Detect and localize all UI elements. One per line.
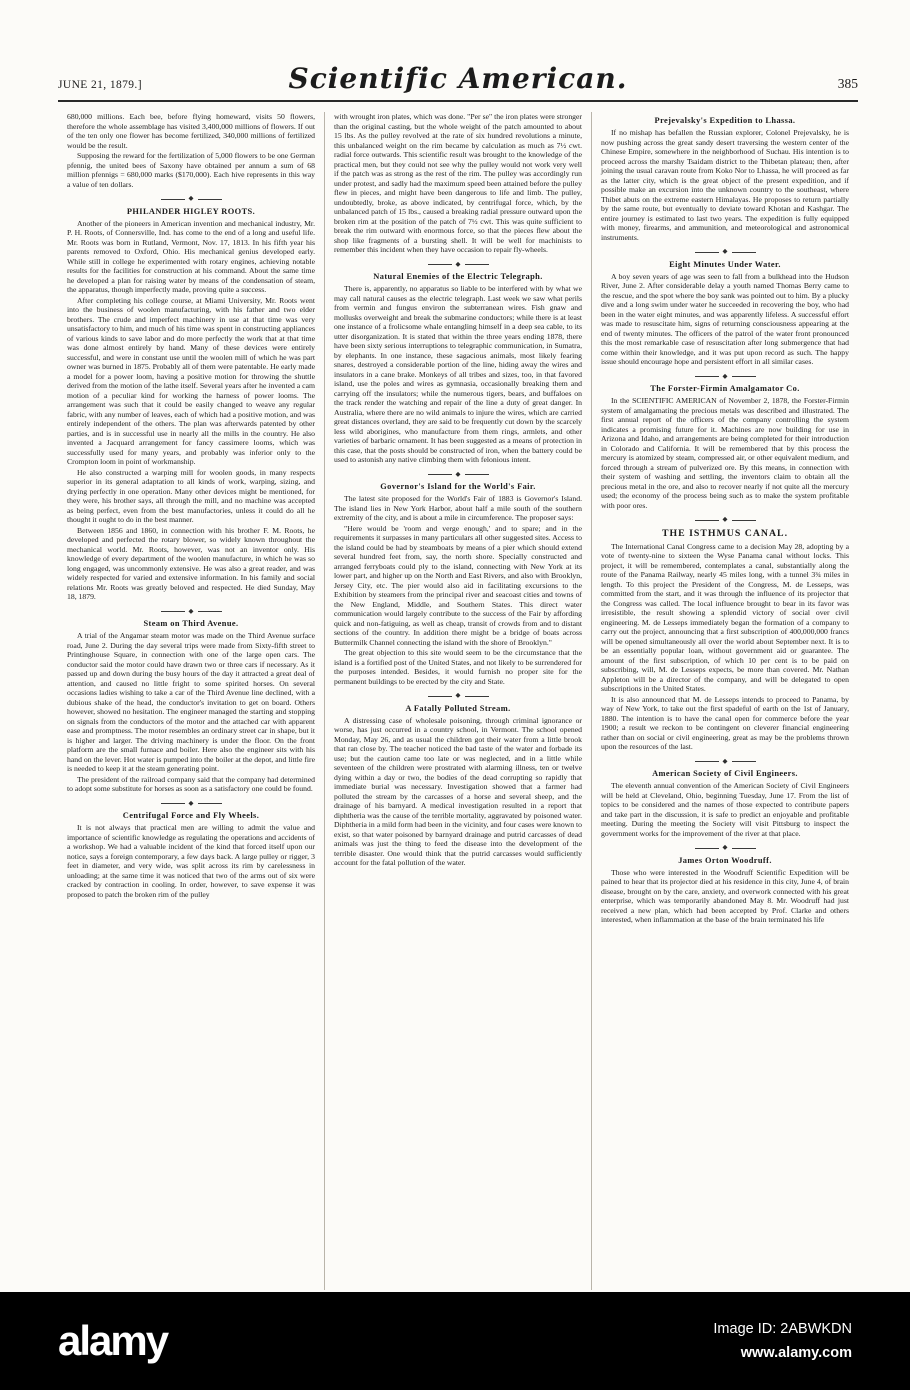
article-paragraph: Between 1856 and 1860, in connection with his brother F. M. Roots, he developed and perfected the rotary blower, so widely known throughout the mechanical world. Mr. Roots, however, was not an inventor only. His knowledge of every department of the woolen manufacture, in which he was so long engaged, was uncommonly extensive. He was also a great reader, and was widely respected for varied and extensive information. In his family and social relations Mr. Roots was greatly beloved and respected. He died Sunday, May 18, 1879. <box>67 525 315 601</box>
newspaper-column <box>591 112 858 1290</box>
image-id-text: Image ID: 2ABWKDN <box>713 1321 852 1337</box>
masthead-title: Scientific American. <box>288 62 628 95</box>
header-rule <box>58 100 858 102</box>
article-heading: Eight Minutes Under Water. <box>669 259 781 269</box>
article-paragraph: A distressing case of wholesale poisoning, through criminal ignorance or worse, has just occurred in a country school, in Vermont. The school opened Monday, May 26, and as usual the children got their water from a little brook that ran close by. The teacher noticed the bad taste of the water and forbade its use; but the caution came too late or was neglected, and in a little while seventeen of the children were prostrated with alarming illness, ten or twelve dying within a day or two, the bodies of the dead corrupting so rapidly that immediate burial was necessary. Investigation showed that a farmer had polluted the stream by the carcasses of a horse and several sheep, and the drainage of his barnyard. A medical investigation resulted in a report that diphtheria was the cause of the terrible mortality, aggravated by poisoned water. Diphtheria in a mild form had been in the vicinity, and four cases were known to exist, so that water poisoned by barnyard drainage and putrid carcasses of dead animals was just the thing to feed the disease into the development of the terrible disaster. One would think that the putrid carcasses would sufficiently account for the fatal pollution of the water. <box>334 715 582 867</box>
article-paragraph: The great objection to this site would seem to be the circumstance that the island is a fortified post of the United States, and not likely to be surrendered for the purposes intended. Besides, it would furnish no proper site for the permanent buildings to be erected by the city and State. <box>334 648 582 686</box>
article-paragraph: The latest site proposed for the World's Fair of 1883 is Governor's Island. The island lies in New York Harbor, about half a mile south of the southern extremity of the city, and is about a mile in circumference. The proposer says: <box>334 494 582 522</box>
article-heading: The Forster-Firmin Amalgamator Co. <box>650 384 800 393</box>
article-paragraph: The eleventh annual convention of the American Society of Civil Engineers will be held at Cleveland, Ohio, beginning Tuesday, June 17. From the list of topics to be considered and the names of those expected to contribute papers and take part in the discussion, it is safe to predict an enjoyable and profitable meeting. During the meeting the Society will visit Pittsburg to inspect the government works for the improvement of the river at that place. <box>601 781 849 838</box>
article-paragraph: Those who were interested in the Woodruff Scientific Expedition will be pained to hear that its projector died at his residence in this city, June 4, of brain disease, brought on by the care, anxiety, and overwork connected with his great enterprise, which was temporarily abandoned May 8. Mr. Woodruff had just received a new plan, which had been accepted by Prof. Clarke and others interested, when inflammation at the base of the brain terminated his life <box>601 867 849 924</box>
article-heading: PHILANDER HIGLEY ROOTS. <box>126 206 256 216</box>
page-number: 385 <box>837 76 858 91</box>
article-paragraph: In the SCIENTIFIC AMERICAN of November 2, 1878, the Forster-Firmin system of amalgamating the precious metals was described and illustrated. The first annual report of the officers of the company controlling the system indicates a promising future for it. Machines are now building for use in Arizona and Idaho, and arrangements are being completed for their introduction in Colorado and California. It will be remembered that by this process the mercury is atomized by steam, compressed air, or other equivalent medium, and forced through a stream of pulverized ore. By this means, in connection with their system of washing and settling, the inventors claim to obtain all the precious metal in the ore, and also to recover nearly if not quite all the mercury used; the economy of the process being such as to make the system profitable with poor ores. <box>601 396 849 510</box>
section-divider-ornament: ◆ <box>661 759 789 766</box>
column-container <box>58 112 858 1290</box>
alamy-logo: alamy <box>58 1317 168 1364</box>
article-heading: James Orton Woodruff. <box>678 855 772 865</box>
section-divider-ornament: ◆ <box>127 801 255 808</box>
newspaper-column <box>58 112 324 1290</box>
article-heading: Natural Enemies of the Electric Telegraph. <box>373 272 543 281</box>
section-divider-ornament: ◆ <box>394 693 522 700</box>
article-paragraph: A boy seven years of age was seen to fall from a bulkhead into the Hudson River, June 2. After considerable delay a youth named Thomas Berry came to the rescue, and the spot where the boy sank was pointed out to him. By a plucky dive and a long swim under water he succeeded in recovering the boy, who had been in the water eight minutes, and was apparently lifeless. A successful effort was made to resuscitate him, signs of returning consciousness appearing at the end of twenty minutes. The officers of the patrol of the water front pronounced this the most remarkable case of resuscitation after long submergence that had come within their knowledge, and it was put upon record as such. The happy issue should encourage hope and persistent effort in all similar cases. <box>601 271 849 366</box>
alamy-url-text: www.alamy.com <box>740 1345 852 1361</box>
article-paragraph: The International Canal Congress came to a decision May 28, adopting by a vote of twenty-nine to sixteen the Wyse Panama canal without locks. This project, it will be remembered, contemplates a canal, substantially along the route of the Panama Railway, nearly 45 miles long, with a tunnel 3¾ miles in length. To this project the President of the Congress, M. de Lesseps, was committed from the start, and it was through the influence of its projector that the Congress was called. The local influence brought to bear in its favor was irresistible, the result showing a splendid victory of social over civil engineering. M. de Lesseps immediately began the formation of a company to carry out the project, announcing that a first subscription of 400,000,000 francs will be opened simultaneously all over the world about September next. It is to be an essentially popular loan, without government aid or guarantee. The amount of the first subscription, of which 10 per cent is to be paid on subscribing, will, M. de Lesseps expects, be more than covered. Mr. Nathan Appleton will be a director of the company, and will be delegated to open subscriptions in the United States. <box>601 541 849 693</box>
article-paragraph: If no mishap has befallen the Russian explorer, Colonel Prejevalsky, he is now pushing across the great sandy desert traversing the western center of the Chinese Empire, somewhere in the neighborhood of Suchau. His intention is to proceed across the marshy Tsaidam district to the Thibetan plateau; then, after joining the usual caravan route from Koko Nor to Lhassa, he will proceed as far as the latter city, which is the great object of the present expedition, and if possible make an excursion into the unknown country to the southeast, where Thibet abuts on the extreme eastern Himalayas. He proposes to return partially by the same route, but eventually to deviate toward Khotan and Kashgar. The entire journey is estimated to last two years. The expedition is fully equipped with money, firearms, and ammunition, and meteorological and astronomical instruments. <box>601 128 849 242</box>
article-heading: A Fatally Polluted Stream. <box>405 703 511 713</box>
article-paragraph: A trial of the Angamar steam motor was made on the Third Avenue surface road, June 2. During the day several trips were made from Sixty-fifth street to Printinghouse Square, in connection with one of the large open cars. The conductor said the motor could have drawn two or three cars if necessary. As it passed up and down during the busy hours of the day it attracted a great deal of attention, and caused no little fright to some spirited horses. On several occasions ladies wishing to take a car of the Third Avenue line declined, with a dubious shake of the head, the conductor's invitation to get on board. Others however, showed no hesitation. The engineer managed the starting and stopping on signals from the conductors of the motor and the attached car with apparent ease and promptness. The motor resembles an ordinary street car in shape, but it is higher and larger. The driving machinery is under the floor. On the front platform are the small furnace and boiler. Here also the engineer sits with his hand on the lever. Hot water is pumped into the boiler at the depot, and little fire is needed to keep it at the steam generating point. <box>67 631 315 773</box>
article-heading: Steam on Third Avenue. <box>143 619 239 628</box>
article-paragraph: Supposing the reward for the fertilization of 5,000 flowers to be one German pfennig, the united bees of Saxony have obtained per annum a sum of 68 million pfennigs = 680,000 marks ($170,000). Each hive represents in this way a value of ten dollars. <box>67 151 315 189</box>
article-heading: Governor's Island for the World's Fair. <box>380 482 536 491</box>
section-divider-ornament: ◆ <box>127 196 255 203</box>
section-divider-ornament: ◆ <box>661 374 789 381</box>
section-divider-ornament: ◆ <box>661 249 789 256</box>
article-paragraph: "Here would be 'room and verge enough,' and to spare; and in the requirements it surpasses in many particulars all other suggested sites. Access to the island could be had by steamboats by means of a pier which should extend several hundred feet from, say, the north shore. Specially constructed and arranged ferryboats could ply to the island, connecting with New York at its lower part, and higher up on the North and East Rivers, and also with Brooklyn, Jersey City, etc. The pier would also aid in facilitating excursions to the Exhibition by steamers from the principal river and seacoast cities and towns of the New England, Middle, and Southern States. This direct water communication would largely contribute to the success of the Fair by affording quick and non-fatiguing, as well as cheap, transit of crowds from and to distant sections of the country. In addition there might be a bridge of boats across Buttermilk Channel connecting the island with the shore of Brooklyn." <box>334 523 582 647</box>
page-header <box>58 62 858 95</box>
section-divider-ornament: ◆ <box>127 609 255 616</box>
newspaper-column <box>324 112 591 1290</box>
section-divider-ornament: ◆ <box>394 262 522 269</box>
watermark-bar <box>0 1292 910 1390</box>
article-heading: Prejevalsky's Expedition to Lhassa. <box>654 116 796 125</box>
issue-date: JUNE 21, 1879.] <box>58 79 142 91</box>
article-paragraph: It is also announced that M. de Lesseps intends to proceed to Panama, by way of New York, to take out the first spadeful of earth on the 1st of January, 1880. The intention is to have the canal open for commerce before the year 1900; a result we reckon to be contingent on cleverer financial engineering rather than on social or civil engineering, great as may be the problems thrown upon the resources of the last. <box>601 694 849 751</box>
article-paragraph: Another of the pioneers in American invention and mechanical industry, Mr. P. H. Roots, of Connersville, Ind. has come to the end of a long and useful life. Mr. Roots was born in Rutland, Vermont, Nov. 17, 1813. In his fifth year his parents removed to Oxford, Ohio. His mechanical genius developed early. While still in college he experimented with rotary engines, achieving notable results for the facilities for construction at his command. About the same time he developed a plan for raising water by means of the condensation of steam, the apparatus, though imperfectly made, proving quite a success. <box>67 218 315 294</box>
article-heading: THE ISTHMUS CANAL. <box>661 527 789 539</box>
article-paragraph: After completing his college course, at Miami University, Mr. Roots went into the business of woolen manufacturing, with his father and two elder brothers. The crude and imperfect machinery in use at that time was very unsatisfactory to him, and much of his time was spent in constructing appliances of various kinds to save labor and do more perfectly the work that at that time was done almost entirely by hand. Many of these devices were entirely successful, and were in constant use until the woolen mill of which he was part owner was burned in 1875. Probably all of them were patentable. He early made a model for a power loom, having a positive motion for throwing the shuttle derived from the motion of the lathe itself. Several years after he invented a cam motion of a peculiar kind for working the harness of power looms. The arrangement was such that it could be easily changed to weave any regular fabric, with any number of leaves, each of which had a positive motion, and was entirely independent of the others. The plan was afterwards patented by other parties, and is in successful use in nearly all the mills in the country. He also invented a Jacquard arrangement for fancy cassimere looms, which was successfully used for many years, and probably was inferior only to the Crompton loom in point of workmanship. <box>67 295 315 466</box>
article-paragraph: The president of the railroad company said that the company had determined to adopt some substitute for horses as soon as a satisfactory one could be found. <box>67 774 315 793</box>
section-divider-ornament: ◆ <box>394 472 522 479</box>
article-paragraph: It is not always that practical men are willing to admit the value and importance of scientific knowledge as regulating the operations and accidents of a workshop. We had a valuable incident of the kind that forced itself upon our notice, says a foreign contemporary, a few days back. A large pulley or rigger, 3 feet in diameter, and very wide, was split across its rim by carelessness in unloading; at the same time it was noticed that two of the arms out of six were cracked by contraction in cooling. In order, however, to save expense it was proposed to patch the broken rim of the pulley <box>67 823 315 899</box>
article-heading: American Society of Civil Engineers. <box>652 769 798 778</box>
section-divider-ornament: ◆ <box>661 845 789 852</box>
article-paragraph: There is, apparently, no apparatus so liable to be interfered with by what we may call natural causes as the electric telegraph. Last week we saw what perils from vermin and fungus environ the subterranean wires. Fish gnaw and mollusks overweight and break the submarine conductors; while there is at least one instance of a frolicsome whale entangling himself in a deep sea cable, to its utter disorganization. It is stated that within the three years ending 1878, there have been sixty serious interruptions to telegraphic communication, in Sumatra, by elephants. In one instance, these sagacious animals, most likely fearing snares, destroyed a considerable portion of the line, hiding away the wires and insulators in a cane brake. Monkeys of all tribes and sizes, too, in that favored island, use the poles and wires as gymnasia, occasionally breaking them and carrying off the insulators; while the numerous tigers, bears, and buffaloes on the track render the watching and repair of the line a duty of great danger. In Australia, where there are no wild animals to injure the wires, which are carried great distances overland, they are said to be frequently cut down by the scarcely less wild aborigines, who manufacture from them rings, armlets, and other varieties of barbaric ornament. It has been suggested as a means of protection in this case, that the posts should be constructed of iron, when the battery could be used to astonish any native climbing them with felonious intent. <box>334 284 582 464</box>
watermark-meta <box>713 1317 852 1365</box>
section-divider-ornament: ◆ <box>661 517 789 524</box>
article-paragraph: with wrought iron plates, which was done. "Per se" the iron plates were stronger than the original casting, but the whole weight of the patch amounted to about 15 lbs. As the pulley revolved at the rate of six hundred revolutions a minute, this unbalanced weight on the rim became by calculation as much as 7½ cwt. radial force outwards. This scientific result was brought to the knowledge of the practical men, but they could not see why the pulley would not work very well if the patch was as strong as the rest of the rim. The pulley was accordingly run under protest, and sadly had the maximum speed been attained before the pulley flew in pieces, and might have been dangerous to life and limb. The pulley, undoubtedly, broke, as above indicated, by centrifugal force, which, by the unbalanced patch of 15 lbs., caused a breaking radial pressure outward upon the broken rim at the position of the patch of 7½ cwt. This was quite sufficient to break the rim outward with enormous force, so that the pieces flew about the shop like fragments of a bursting shell. It will be well for machinists to remember this incident when they have occasion to repair fly-wheels. <box>334 112 582 254</box>
article-paragraph: He also constructed a warping mill for woolen goods, in many respects superior in its general adaptation to all kinds of work, warping, sizing, and drying perfectly in one operation. Many other devices might be mentioned, for they were, his brother says, all through the mill, and no machine was accepted as being perfect, even from the best manufactories, unless it could do all he thought it ought to do in the best manner. <box>67 467 315 524</box>
article-paragraph: 680,000 millions. Each bee, before flying homeward, visits 50 flowers, therefore the whole assemblage has visited 3,400,000 millions of flowers. If out of the ten only one flower has become fertilized, 340,000 millions of fertilized would be the result. <box>67 112 315 150</box>
article-heading: Centrifugal Force and Fly Wheels. <box>122 811 260 820</box>
